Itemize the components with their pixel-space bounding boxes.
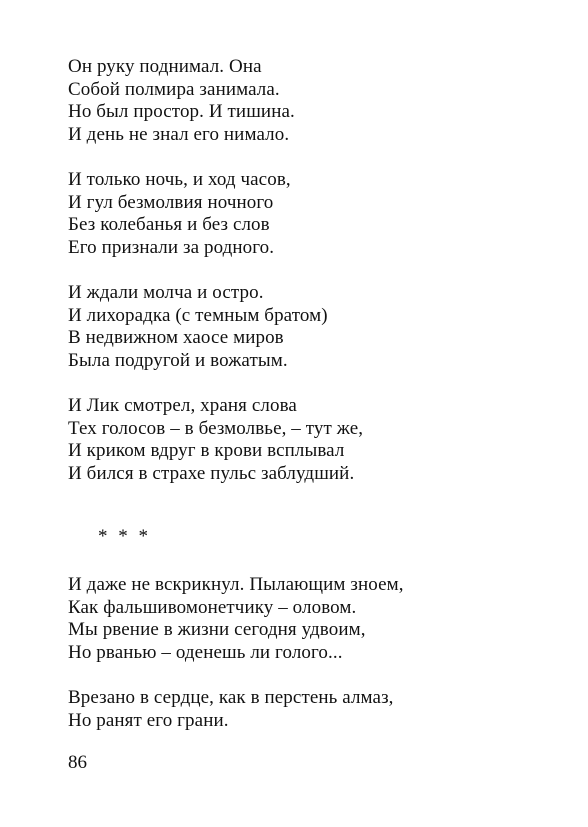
poem-line: В недвижном хаосе миров <box>68 327 284 349</box>
poem2-stanza-1 <box>68 574 404 664</box>
page-number: 86 <box>68 752 87 773</box>
poem1-stanza-4 <box>68 395 363 485</box>
poem-line: Тех голосов – в безмолвье, – тут же, <box>68 417 364 439</box>
poem1-stanza-2 <box>68 169 291 259</box>
poem-line: Но был простор. И тишина. <box>68 101 295 123</box>
section-separator: * * * <box>98 526 151 547</box>
poem-line: И криком вдруг в крови всплывал <box>68 440 345 462</box>
poem-line: Мы рвение в жизни сегодня удвоим, <box>68 619 366 641</box>
poem-line: Как фальшивомонетчику – оловом. <box>68 596 357 618</box>
poem-line: И лихорадка (с темным братом) <box>68 304 328 326</box>
poem-line: И бился в страхе пульс заблудший. <box>68 462 355 484</box>
poem-line: И день не знал его нимало. <box>68 123 290 145</box>
poem-line: Собой полмира занимала. <box>68 78 280 100</box>
poem-line: И ждали молча и остро. <box>68 282 264 303</box>
poem-line: Была подругой и вожатым. <box>68 349 288 371</box>
poem-line: И Лик смотрел, храня слова <box>68 395 297 416</box>
poem1-stanza-1 <box>68 56 295 146</box>
poem-line: Но рванью – оденешь ли голого... <box>68 641 343 663</box>
poem-line: И даже не вскрикнул. Пылающим зноем, <box>68 574 404 595</box>
poem2-stanza-2 <box>68 687 394 732</box>
poem1-stanza-3 <box>68 282 328 372</box>
poem-line: Врезано в сердце, как в перстень алмаз, <box>68 687 394 708</box>
poem-line: И только ночь, и ход часов, <box>68 169 291 190</box>
poem-line: Он руку поднимал. Она <box>68 56 262 77</box>
poem-line: И гул безмолвия ночного <box>68 191 274 213</box>
poem-line: Без колебанья и без слов <box>68 214 270 236</box>
poem-line: Его признали за родного. <box>68 236 275 258</box>
poem-line: Но ранят его грани. <box>68 709 229 731</box>
